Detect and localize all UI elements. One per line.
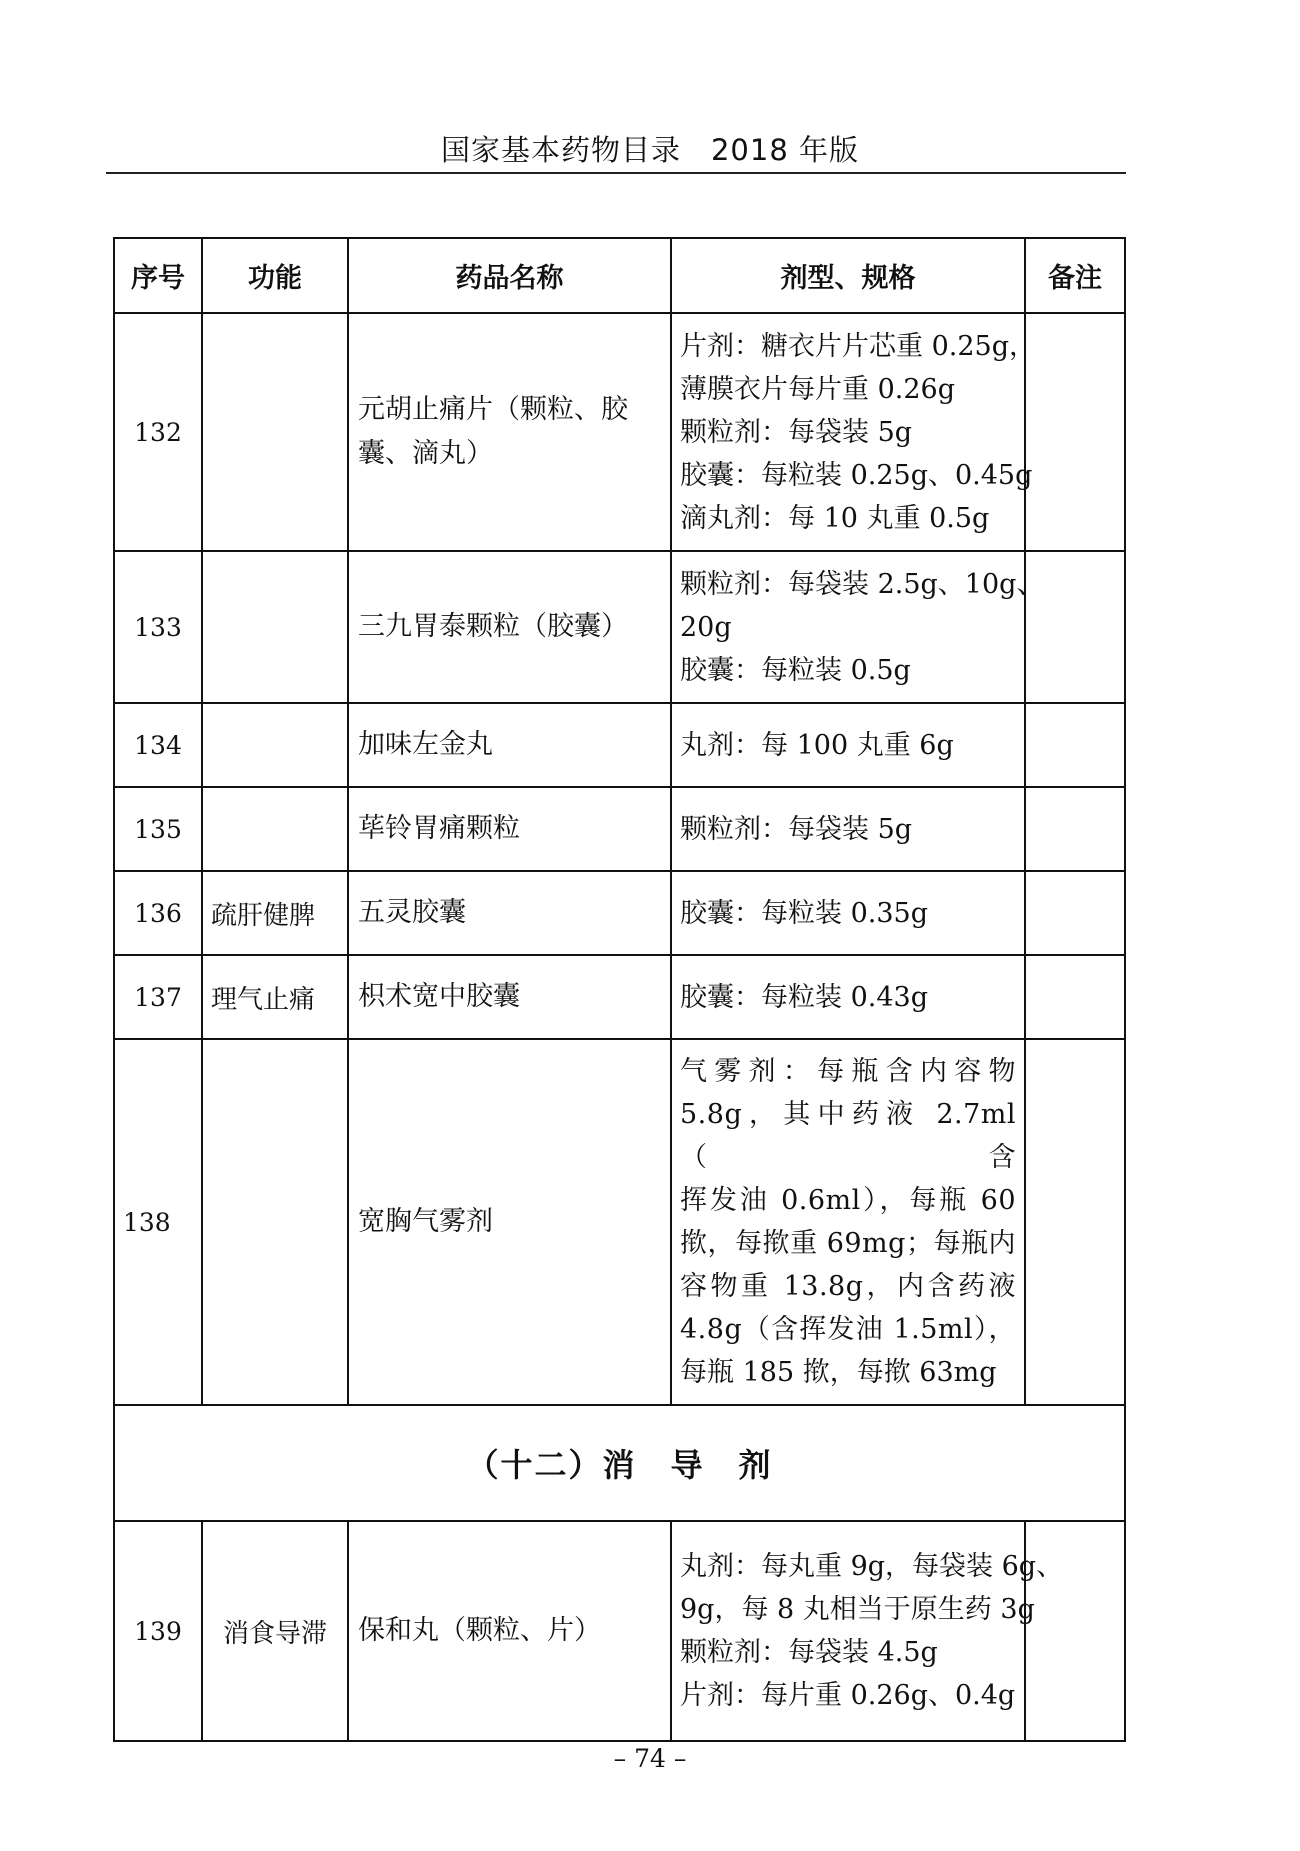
page-number: – 74 – (613, 1744, 687, 1773)
spec-line: 气雾剂：每瓶含内容物 (680, 1056, 1016, 1087)
row-number: 138 (114, 1039, 202, 1405)
spec-line: 揿，每揿重 69mg；每瓶内 (680, 1228, 1016, 1259)
row-note (1025, 871, 1125, 955)
spec-line: 丸剂：每丸重 9g，每袋装 6g、 (680, 1551, 1064, 1582)
page-header-title: 国家基本药物目录 2018 年版 (440, 133, 860, 167)
section-heading: （十二）消 导 剂 (114, 1405, 1125, 1521)
table-header-row (114, 238, 1125, 313)
table-row (114, 703, 1125, 787)
spec-line: 片剂：糖衣片片芯重 0.25g， (680, 330, 1036, 362)
row-function: 消食导滞 (202, 1521, 348, 1741)
row-function (202, 787, 348, 871)
row-drug-name: 荜铃胃痛颗粒 (348, 787, 671, 871)
row-spec (671, 787, 1025, 871)
row-drug-name: 五灵胶囊 (348, 871, 671, 955)
column-header-spec: 剂型、规格 (671, 238, 1025, 313)
spec-line: 每瓶 185 揿，每揿 63mg (680, 1357, 997, 1388)
spec-line: 20g (680, 611, 732, 643)
row-spec (671, 313, 1036, 551)
row-function: 疏肝健脾 (202, 871, 348, 955)
spec-line: 4.8g（含挥发油 1.5ml）， (680, 1314, 1016, 1345)
row-note (1025, 313, 1125, 551)
row-function (202, 313, 348, 551)
row-function: 理气止痛 (202, 955, 348, 1039)
spec-line: 胶囊：每粒装 0.25g、0.45g (680, 459, 1033, 491)
spec-line: 胶囊：每粒装 0.43g (680, 981, 928, 1013)
spec-line: 挥发油 0.6ml），每瓶 60 (680, 1185, 1016, 1216)
spec-line: 胶囊：每粒装 0.5g (680, 654, 911, 686)
row-drug-name: 元胡止痛片（颗粒、胶囊、滴丸） (348, 313, 671, 551)
row-number: 133 (114, 551, 202, 703)
row-spec (671, 871, 1025, 955)
row-note (1025, 1039, 1125, 1405)
column-header-note: 备注 (1025, 238, 1125, 313)
row-number: 135 (114, 787, 202, 871)
column-header-no: 序号 (114, 238, 202, 313)
column-header-name: 药品名称 (348, 238, 671, 313)
row-spec (671, 1521, 1064, 1741)
row-drug-name: 枳术宽中胶囊 (348, 955, 671, 1039)
section-heading-row (114, 1405, 1125, 1521)
row-spec (671, 955, 1025, 1039)
drug-catalog-table (113, 237, 1126, 1742)
spec-line: 片剂：每片重 0.26g、0.4g (680, 1680, 1016, 1711)
spec-line: 颗粒剂：每袋装 5g (680, 813, 913, 845)
row-drug-name: 保和丸（颗粒、片） (348, 1521, 671, 1741)
table-row (114, 955, 1125, 1039)
row-note (1025, 703, 1125, 787)
row-spec (671, 551, 1044, 703)
spec-line: 滴丸剂：每 10 丸重 0.5g (680, 502, 990, 534)
spec-line: 颗粒剂：每袋装 4.5g (680, 1637, 938, 1668)
table-row (114, 1521, 1125, 1741)
row-drug-name: 加味左金丸 (348, 703, 671, 787)
row-number: 136 (114, 871, 202, 955)
spec-line: 薄膜衣片每片重 0.26g (680, 373, 955, 405)
row-function (202, 703, 348, 787)
table-row (114, 787, 1125, 871)
row-note (1025, 787, 1125, 871)
row-spec (671, 1039, 1025, 1405)
row-number: 132 (114, 313, 202, 551)
table-row (114, 313, 1125, 551)
row-drug-name: 三九胃泰颗粒（胶囊） (348, 551, 671, 703)
row-function (202, 551, 348, 703)
spec-line: 丸剂：每 100 丸重 6g (680, 729, 954, 761)
spec-line: 5.8g，其中药液 2.7ml（含 (680, 1099, 1016, 1173)
spec-line: 颗粒剂：每袋装 2.5g、10g、 (680, 568, 1044, 600)
row-drug-name: 宽胸气雾剂 (348, 1039, 671, 1405)
row-number: 139 (114, 1521, 202, 1741)
row-number: 134 (114, 703, 202, 787)
row-function (202, 1039, 348, 1405)
spec-line: 9g，每 8 丸相当于原生药 3g (680, 1594, 1035, 1625)
table-row (114, 551, 1125, 703)
spec-line: 颗粒剂：每袋装 5g (680, 416, 913, 448)
spec-line: 容物重 13.8g，内含药液 (680, 1271, 1016, 1302)
spec-line: 胶囊：每粒装 0.35g (680, 897, 928, 929)
row-number: 137 (114, 955, 202, 1039)
table-row (114, 1039, 1125, 1405)
header-rule (106, 172, 1126, 174)
row-note (1025, 955, 1125, 1039)
row-spec (671, 703, 1025, 787)
column-header-function: 功能 (202, 238, 348, 313)
table-row (114, 871, 1125, 955)
